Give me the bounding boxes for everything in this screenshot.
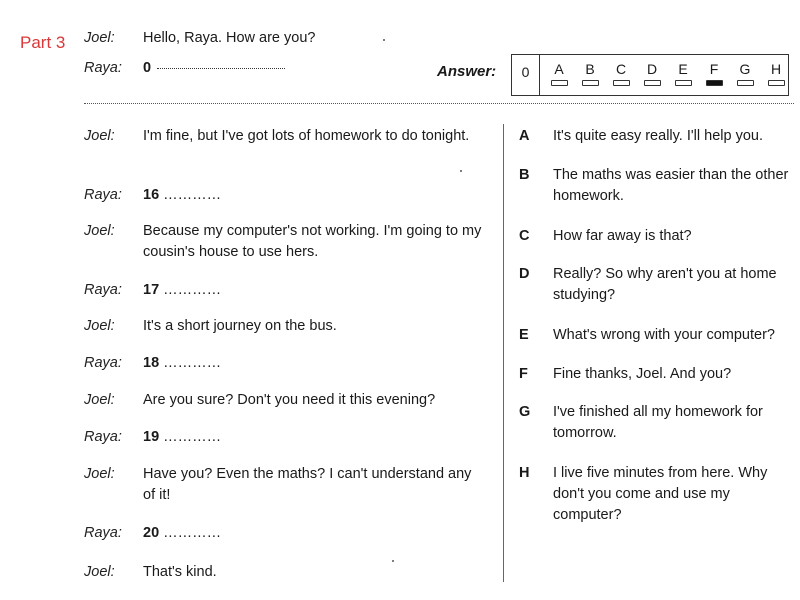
- option-letter-h: H: [519, 465, 530, 481]
- option-text-a: It's quite easy really. I'll help you.: [553, 128, 763, 144]
- dialogue-line: Have you? Even the maths? I can't understand any of it!: [143, 466, 472, 503]
- answer-box: [511, 54, 789, 96]
- dialogue-line: I'm fine, but I've got lots of homework to do tonight.: [143, 128, 470, 144]
- dialogue-speaker: Joel:: [84, 564, 115, 580]
- answer-option-c[interactable]: C: [610, 61, 632, 86]
- example-raya-speaker: Raya:: [84, 60, 122, 76]
- gap-17[interactable]: 17 …………: [143, 282, 222, 298]
- dialogue-speaker: Joel:: [84, 392, 115, 408]
- answer-option-b[interactable]: B: [579, 61, 601, 86]
- answer-mark-e[interactable]: [675, 80, 692, 86]
- column-divider: [503, 124, 504, 582]
- scan-speck: [460, 170, 462, 172]
- option-letter-a: A: [519, 128, 530, 144]
- option-letter-d: D: [519, 266, 530, 282]
- answer-mark-c[interactable]: [613, 80, 630, 86]
- option-letter-b: B: [519, 167, 530, 183]
- dotted-divider: [84, 103, 794, 104]
- option-text-e: What's wrong with your computer?: [553, 327, 775, 343]
- dialogue-speaker: Raya:: [84, 355, 122, 371]
- answer-option-f[interactable]: F: [703, 61, 725, 86]
- dialogue-speaker: Raya:: [84, 429, 122, 445]
- example-raya-line: [143, 58, 285, 79]
- option-letter-c: C: [519, 228, 530, 244]
- answer-mark-a[interactable]: [551, 80, 568, 86]
- dialogue-speaker: Joel:: [84, 223, 115, 239]
- answer-label: Answer:: [437, 63, 497, 80]
- answer-option-e[interactable]: E: [672, 61, 694, 86]
- dialogue-speaker: Raya:: [84, 525, 122, 541]
- answer-mark-g[interactable]: [737, 80, 754, 86]
- option-text-g: I've finished all my homework for tomorrow.: [553, 404, 763, 441]
- option-text-d: Really? So why aren't you at home studying?: [553, 266, 777, 303]
- option-text-b: The maths was easier than the other homework.: [553, 167, 789, 204]
- answer-option-d[interactable]: D: [641, 61, 663, 86]
- answer-mark-h[interactable]: [768, 80, 785, 86]
- dialogue-speaker: Raya:: [84, 187, 122, 203]
- answer-option-h[interactable]: H: [765, 61, 787, 86]
- dialogue-line: That's kind.: [143, 564, 217, 580]
- dialogue-line: Are you sure? Don't you need it this evening?: [143, 392, 436, 408]
- dialogue-speaker: Joel:: [84, 466, 115, 482]
- example-joel-line: Hello, Raya. How are you?: [143, 30, 316, 46]
- answer-example-number: 0: [512, 55, 540, 95]
- part-label: Part 3: [20, 33, 66, 52]
- dialogue-line: It's a short journey on the bus.: [143, 318, 337, 334]
- dialogue-speaker: Joel:: [84, 318, 115, 334]
- answer-mark-b[interactable]: [582, 80, 599, 86]
- option-text-f: Fine thanks, Joel. And you?: [553, 366, 732, 382]
- dialogue-speaker: Raya:: [84, 282, 122, 298]
- gap-18[interactable]: 18 …………: [143, 355, 222, 371]
- gap-16[interactable]: 16 …………: [143, 187, 222, 203]
- gap-19[interactable]: 19 …………: [143, 429, 222, 445]
- dialogue-speaker: Joel:: [84, 128, 115, 144]
- dialogue-line: Because my computer's not working. I'm going to my cousin's house to use hers.: [143, 223, 482, 260]
- option-text-h: I live five minutes from here. Why don't you come and use my computer?: [553, 465, 768, 523]
- answer-option-a[interactable]: A: [548, 61, 570, 86]
- option-letter-g: G: [519, 404, 531, 420]
- scan-speck: [392, 560, 394, 562]
- answer-mark-f-selected[interactable]: [706, 80, 723, 86]
- example-blank-line: [157, 67, 285, 69]
- example-joel-speaker: Joel:: [84, 30, 115, 46]
- gap-20[interactable]: 20 …………: [143, 525, 222, 541]
- example-number: 0: [143, 60, 152, 76]
- answer-mark-d[interactable]: [644, 80, 661, 86]
- option-text-c: How far away is that?: [553, 228, 692, 244]
- answer-option-g[interactable]: G: [734, 61, 756, 86]
- scan-speck: [383, 39, 385, 41]
- option-letter-f: F: [519, 366, 528, 382]
- option-letter-e: E: [519, 327, 529, 343]
